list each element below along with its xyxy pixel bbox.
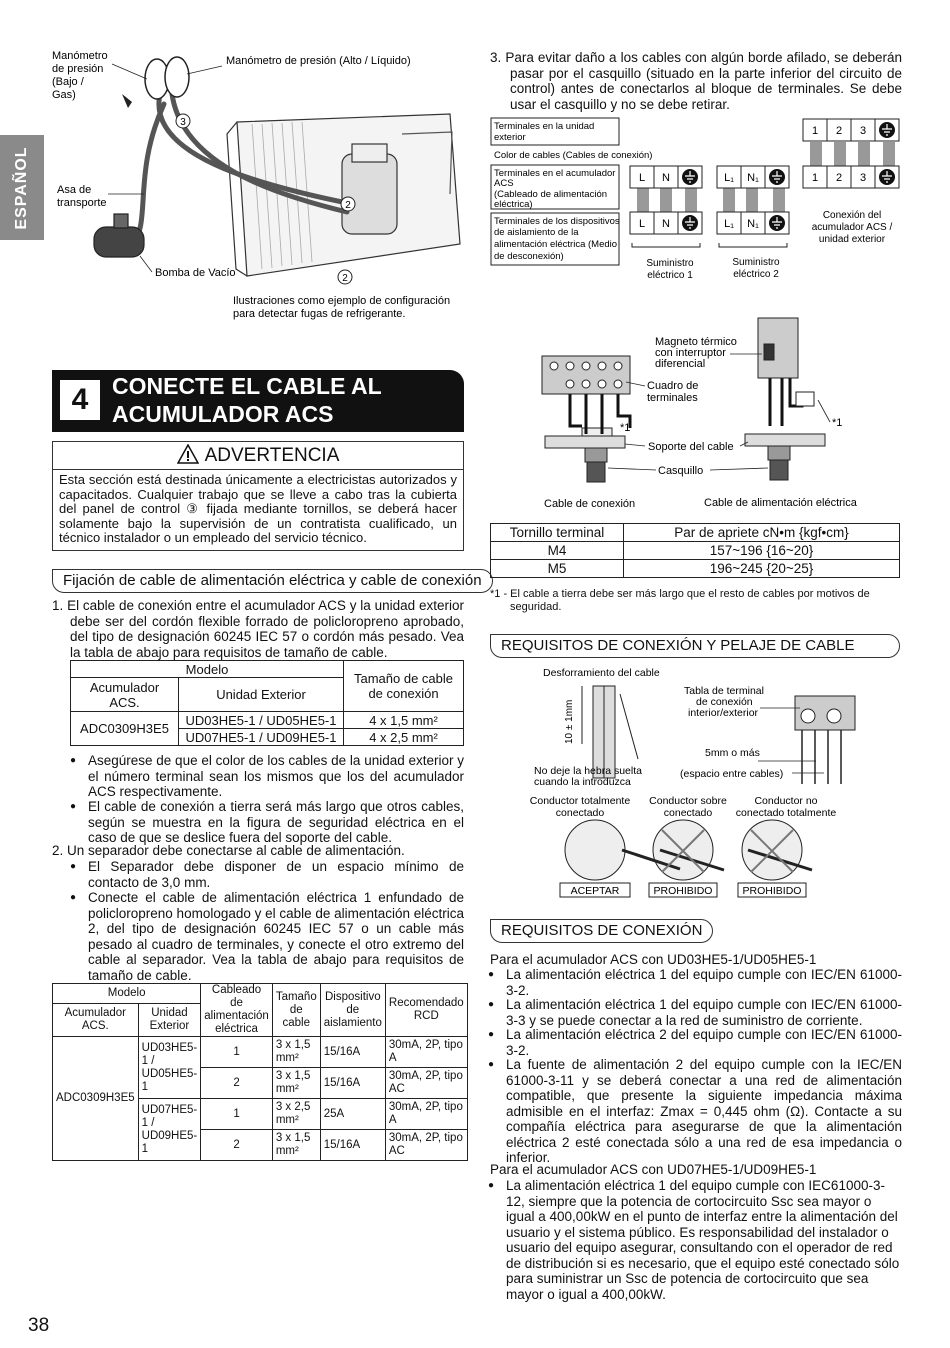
warning-icon <box>177 444 199 464</box>
page-number: 38 <box>28 1315 50 1336</box>
svg-text:L₁: L₁ <box>724 172 734 184</box>
svg-text:de conexión: de conexión <box>696 696 753 708</box>
svg-text:*1: *1 <box>832 417 843 429</box>
svg-text:(Cableado de alimentación: (Cableado de alimentación <box>494 189 608 200</box>
svg-text:Terminales en el acumulador: Terminales en el acumulador <box>494 168 616 179</box>
svg-text:Cable de conexión: Cable de conexión <box>544 498 636 510</box>
t1-header-acum: Acumulador ACS. <box>71 678 179 712</box>
svg-text:Soporte del cable: Soporte del cable <box>648 441 734 453</box>
svg-text:10 ± 1mm: 10 ± 1mm <box>564 699 575 744</box>
svg-text:3: 3 <box>859 125 867 137</box>
table-row: ADC0309H3E5 UD03HE5-1 / UD05HE5-1 1 3 x 1,5 mm² 15/16A 30mA, 2P, tipo A <box>53 1037 468 1068</box>
svg-text:conectado: conectado <box>663 807 713 819</box>
svg-text:Terminales de los dispositivos: Terminales de los dispositivos <box>494 216 620 227</box>
bullet-1: ● Asegúrese de que el color de los cables de la unidad exterior y el número terminal sean los mismos que los del acumulador ACS respectivamente. <box>88 753 464 800</box>
svg-text:Tabla de terminal: Tabla de terminal <box>684 685 764 697</box>
pump-label: Bomba de Vacío <box>155 267 236 279</box>
leak-test-figure <box>52 44 467 324</box>
svg-text:eléctrico 1: eléctrico 1 <box>647 270 693 281</box>
svg-text:N₁: N₁ <box>747 218 759 230</box>
fijacion-item-1: 1. El cable de conexión entre el acumulador ACS y la unidad exterior debe ser del cordón flexible forrado de policloropreno aprobado, del tipo de designación 60245 IEC 57 o cordón más pesado. Vea la tabla de abajo para requisitos de tamaño de cable. <box>52 598 464 660</box>
svg-text:1: 1 <box>811 172 819 184</box>
gauge-high-label: Manómetro de presión (Alto / Líquido) <box>226 55 411 67</box>
svg-text:Cable de alimentación eléctric: Cable de alimentación eléctrica <box>704 497 857 509</box>
section-title: CONECTE EL CABLE AL ACUMULADOR ACS <box>112 373 382 427</box>
label-3: 3 <box>180 117 186 128</box>
warning-header: ADVERTENCIA <box>53 442 463 470</box>
bullet-4: ● Conecte el cable de alimentación eléctrica 1 enfundado de policloropreno homologado y el cable de alimentación eléctrica 2, del tipo de designación 60245 IEC 57 o un cable más pesado al cuadro de terminales, y conecte el otro extremo del cable al separador. Vea la tabla de abajo para requisitos de tamaño de cable. <box>88 890 464 983</box>
svg-text:cuando la introduzca: cuando la introduzca <box>534 776 631 788</box>
req-b5: ● La alimentación eléctrica 1 del equipo cumple con IEC61000-3-12, siempre que la potencia de cortocircuito Ssc sea mayor o igual a 400,00kW en el punto de interfaz entre la alimentación del usuario y el sistema público. Es responsabilidad del instalador o usuario del equipo asegurar, consultando con el operador de red de distribución si es necesario, que el equipo esté conectado sólo para suministrar un Ssc de potencia de cortocircuito que sea mayor o igual a 400,00kW. <box>506 1178 902 1302</box>
stripping-figure <box>520 664 880 904</box>
language-tab: ESPAÑOL <box>0 135 44 240</box>
fig1-caption-2: para detectar fugas de refrigerante. <box>233 308 406 320</box>
svg-text:2: 2 <box>835 172 843 184</box>
req-b4: ● La fuente de alimentación 2 del equipo cumple con la IEC/EN 61000-3-11 y se deberá conectar a una red de alimentación compatible, que presente la siguiente impedancia máxima admisible en el interfaz: Zmax = 0,445 ohm (Ω). Contacte a su compañía eléctrica para asegurarse de que la alimentación eléctrica 2 esté conectada sólo a una red de esa impedancia o inferior. <box>506 1057 902 1166</box>
handle-label-2: transporte <box>57 197 107 209</box>
req-b2: ● La alimentación eléctrica 1 del equipo cumple con IEC/EN 61000-3-3 y se puede conectar a la red de suministro de corriente. <box>506 997 902 1028</box>
req-b3: ● La alimentación eléctrica 2 del equipo cumple con IEC/EN 61000-3-2. <box>506 1027 902 1058</box>
req-pelaje-heading: REQUISITOS DE CONEXIÓN Y PELAJE DE CABLE <box>490 634 900 658</box>
label-2a: 2 <box>345 200 351 211</box>
svg-text:Casquillo: Casquillo <box>658 465 704 477</box>
table-row: 2 3 x 1,5 mm² 15/16A 30mA, 2P, tipo AC <box>53 1130 468 1161</box>
table-row: M5 196~245 {20~25} <box>491 560 900 578</box>
svg-text:No deje la hebra suelta: No deje la hebra suelta <box>534 765 642 777</box>
handle-label-1: Asa de <box>57 184 92 196</box>
svg-text:N: N <box>662 218 670 230</box>
svg-text:N: N <box>662 172 670 184</box>
gauge-low-label-4: Gas) <box>52 89 76 101</box>
cable-size-table <box>70 660 464 746</box>
svg-text:interior/exterior: interior/exterior <box>688 707 759 719</box>
torque-table: Tornillo terminal Par de apriete cN•m {kgf•cm} M4 157~196 {16~20} M5 196~245 {20~25} <box>490 523 900 578</box>
svg-text:L: L <box>638 172 646 184</box>
t1-header-ext: Unidad Exterior <box>179 678 344 712</box>
svg-text:de aislamiento de la: de aislamiento de la <box>494 227 579 238</box>
svg-text:de desconexión): de desconexión) <box>494 251 564 262</box>
t1-header-modelo: Modelo <box>71 661 344 678</box>
svg-text:eléctrico 2: eléctrico 2 <box>733 269 779 280</box>
svg-text:ACS: ACS <box>494 178 514 189</box>
warning-box <box>52 441 464 551</box>
req-b1: ● La alimentación eléctrica 1 del equipo cumple con IEC/EN 61000-3-2. <box>506 967 902 998</box>
svg-text:Cuadro de: Cuadro de <box>647 380 699 392</box>
req-p1: Para el acumulador ACS con UD03HE5-1/UD05HE5-1 <box>490 952 817 967</box>
fig1-caption-1: Ilustraciones como ejemplo de configuración <box>233 295 451 307</box>
svg-text:Conexión del: Conexión del <box>822 210 882 221</box>
svg-text:Conductor sobre: Conductor sobre <box>649 795 727 807</box>
fijacion-item-2: 2. Un separador debe conectarse al cable de alimentación. <box>52 843 405 858</box>
gauge-low-label-2: de presión <box>52 63 104 75</box>
svg-text:5mm o más: 5mm o más <box>705 747 760 759</box>
table-row: ADC0309H3E5 UD03HE5-1 / UD05HE5-1 4 x 1,5 mm² <box>71 712 464 729</box>
svg-text:diferencial: diferencial <box>655 358 706 370</box>
svg-text:conectado: conectado <box>555 807 605 819</box>
item-3: 3. Para evitar daño a los cables con algún borde afilado, se deberán pasar por el casquillo (situado en la parte inferior del circuito de control) antes de conectarlos al bloque de terminales. Se debe usar el casquillo y no se debe retirar. <box>490 50 902 112</box>
svg-text:2: 2 <box>835 125 843 137</box>
bullet-2: ● El cable de conexión a tierra será más largo que otros cables, según se muestra en la figura de seguridad eléctrica en el caso de que se deslice fuera del soporte del cable. <box>88 799 464 846</box>
req-p2: Para el acumulador ACS con UD07HE5-1/UD09HE5-1 <box>490 1162 817 1177</box>
gauge-low-label-3: (Bajo / <box>52 76 84 88</box>
gauge-low-label-1: Manómetro <box>52 50 108 62</box>
svg-text:terminales: terminales <box>647 392 698 404</box>
colors-label: Color de cables (Cables de conexión) <box>494 150 653 161</box>
svg-text:L: L <box>638 218 646 230</box>
section-number: 4 <box>60 380 100 420</box>
svg-text:N₁: N₁ <box>747 172 759 184</box>
svg-text:eléctrica): eléctrica) <box>494 199 533 210</box>
svg-text:Suministro: Suministro <box>732 257 780 268</box>
svg-text:Magneto térmico: Magneto térmico <box>655 336 737 348</box>
svg-text:Terminales en la unidad: Terminales en la unidad <box>494 121 595 132</box>
svg-text:exterior: exterior <box>494 132 526 143</box>
svg-text:con interruptor: con interruptor <box>655 347 726 359</box>
terminal-figure <box>490 316 910 514</box>
svg-text:1: 1 <box>811 125 819 137</box>
svg-text:3: 3 <box>859 172 867 184</box>
t1-acum: ADC0309H3E5 <box>71 712 179 746</box>
svg-text:conectado totalmente: conectado totalmente <box>735 807 837 819</box>
table-row: 2 3 x 1,5 mm² 15/16A 30mA, 2P, tipo AC <box>53 1068 468 1099</box>
svg-text:Conductor totalmente: Conductor totalmente <box>529 795 631 807</box>
table-row: UD07HE5-1 / UD09HE5-1 1 3 x 2,5 mm² 25A 30mA, 2P, tipo A <box>53 1099 468 1130</box>
svg-text:*1: *1 <box>620 422 631 434</box>
warning-text: Esta sección está destinada únicamente a electricistas autorizados y capacitados. Cualquier trabajo que se lleve a cabo tras la cubierta del panel de control ③ fijada mediante tornillos, se deberá hacer solamente bajo la supervisión de un contratista cualificado, un técnico instalador o un empleado del servicio técnico. <box>59 472 457 545</box>
valve-icon <box>122 94 132 108</box>
svg-text:Conductor no: Conductor no <box>754 795 818 807</box>
prohibido-label-1: PROHIBIDO <box>653 885 713 897</box>
footnote: *1 - El cable a tierra debe ser más largo que el resto de cables por motivos de seguridad. <box>490 588 870 613</box>
svg-text:Desforramiento del cable: Desforramiento del cable <box>543 667 660 679</box>
label-2b: 2 <box>342 273 348 284</box>
svg-text:L₁: L₁ <box>724 218 734 230</box>
section-4-header <box>52 370 464 432</box>
power-cable-table: Modelo Cableado de alimentación eléctrica Tamaño de cable Dispositivo de aislamiento Recomendado RCD Acumulador ACS. Unidad Exterior ADC0309H3E5 UD03HE5-1 / UD05HE5-1 1 3 x 1,5 mm² 15/16A 30mA, 2P, tipo A 2 3 x 1,5 mm² 15/16A 30mA, 2P, tipo AC UD07HE5-1 / UD09HE5-1 1 3 x 2,5 mm² 25A 30mA, 2P, tipo A 2 3 x 1,5 mm² 15/16A 30mA, 2P, tipo AC <box>52 983 468 1161</box>
svg-text:Suministro: Suministro <box>646 258 694 269</box>
svg-text:acumulador ACS /: acumulador ACS / <box>811 222 893 233</box>
fijacion-heading: Fijación de cable de alimentación eléctrica y cable de conexión <box>52 569 493 593</box>
svg-text:unidad exterior: unidad exterior <box>818 234 886 245</box>
req-conexion-heading: REQUISITOS DE CONEXIÓN <box>490 919 713 943</box>
svg-text:alimentación eléctrica (Medio: alimentación eléctrica (Medio <box>494 239 618 250</box>
svg-text:(espacio entre cables): (espacio entre cables) <box>680 768 784 780</box>
aceptar-label: ACEPTAR <box>570 885 620 897</box>
wiring-diagram <box>490 116 910 286</box>
table-row: M4 157~196 {16~20} <box>491 542 900 560</box>
bullet-3: ● El Separador debe disponer de un espacio mínimo de contacto de 3,0 mm. <box>88 859 464 890</box>
prohibido-label-2: PROHIBIDO <box>742 885 802 897</box>
t1-header-size: Tamaño de cable de conexión <box>344 661 464 712</box>
table-row: UD07HE5-1 / UD09HE5-1 4 x 2,5 mm² <box>71 729 464 746</box>
